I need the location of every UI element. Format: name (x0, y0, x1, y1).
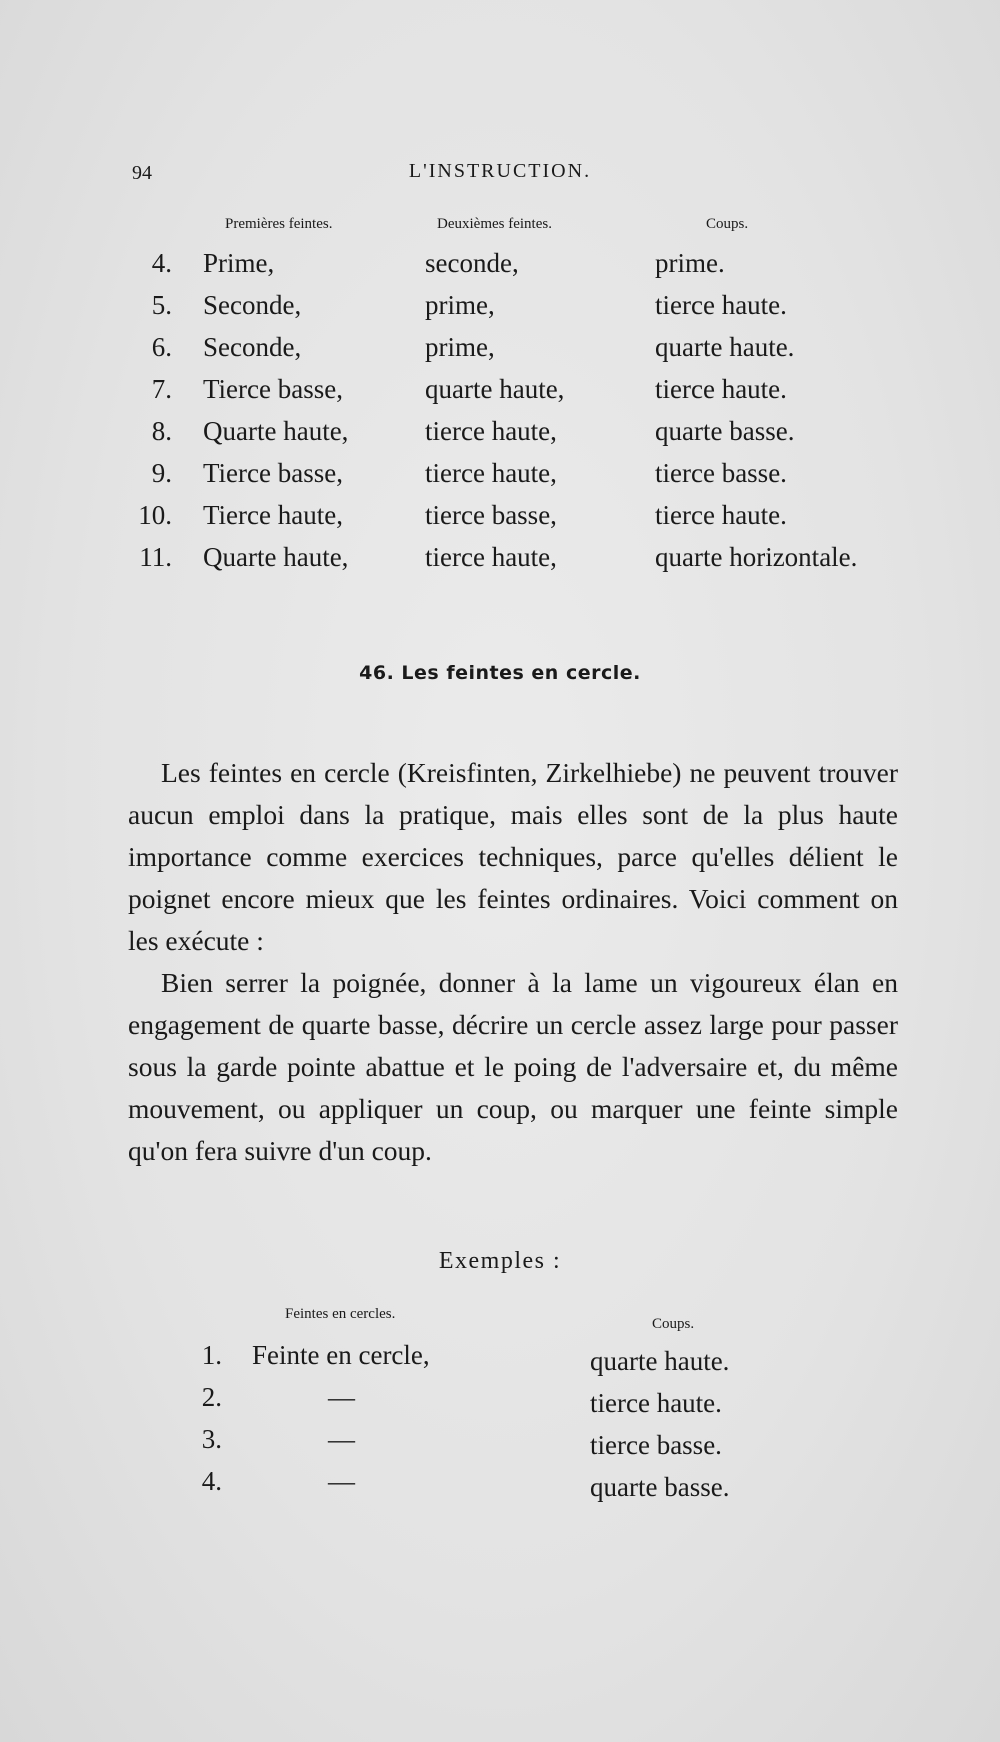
coup: tierce haute. (655, 500, 787, 530)
example-number: 3. (201, 1424, 222, 1454)
table-row (0, 458, 1000, 498)
example-row (0, 1424, 1000, 1464)
table-row (0, 500, 1000, 540)
row-number: 4. (151, 248, 172, 278)
example-coup: tierce basse. (590, 1430, 722, 1460)
examples-title: Exemples : (438, 1248, 562, 1274)
example-row (0, 1382, 1000, 1422)
coup: quarte basse. (655, 416, 795, 446)
first-feint: Quarte haute, (203, 416, 349, 446)
example-feint: — (328, 1466, 355, 1496)
examples-header-feintes: Feintes en cercles. (285, 1306, 396, 1322)
second-feint: prime, (425, 332, 495, 362)
coup: quarte haute. (655, 332, 795, 362)
second-feint: quarte haute, (425, 374, 565, 404)
row-number: 7. (151, 374, 172, 404)
running-title: L'INSTRUCTION. (408, 160, 592, 182)
example-coup: quarte basse. (590, 1472, 730, 1502)
first-feint: Quarte haute, (203, 542, 349, 572)
coup: quarte horizontale. (655, 542, 858, 572)
example-number: 1. (201, 1340, 222, 1370)
table-header-second-feints: Deuxièmes feintes. (437, 216, 552, 232)
table-row (0, 290, 1000, 330)
example-number: 4. (201, 1466, 222, 1496)
row-number: 6. (151, 332, 172, 362)
example-feint: Feinte en cercle, (252, 1340, 430, 1370)
row-number: 10. (138, 500, 172, 530)
table-row (0, 248, 1000, 288)
section-title: 46. Les feintes en cercle. (359, 662, 641, 684)
example-feint: — (328, 1382, 355, 1412)
first-feint: Seconde, (203, 332, 302, 362)
example-coup: tierce haute. (590, 1388, 722, 1418)
coup: tierce haute. (655, 290, 787, 320)
second-feint: tierce haute, (425, 416, 557, 446)
first-feint: Tierce basse, (203, 458, 343, 488)
first-feint: Tierce basse, (203, 374, 343, 404)
example-row (0, 1466, 1000, 1506)
row-number: 5. (151, 290, 172, 320)
coup: prime. (655, 248, 725, 278)
second-feint: seconde, (425, 248, 519, 278)
second-feint: tierce basse, (425, 500, 557, 530)
example-feint: — (328, 1424, 355, 1454)
table-row (0, 542, 1000, 582)
paragraph: Bien serrer la poignée, donner à la lame un vigoureux élan en engagement de quarte basse, décrire un cercle assez large pour passer sous la garde pointe abattue et le poing de l'adversaire et, du même mouvement, ou appliquer un coup, ou marquer une feinte simple qu'on fera suivre d'un coup. (128, 967, 898, 1166)
table-header-first-feints: Premières feintes. (225, 216, 333, 232)
first-feint: Prime, (203, 248, 275, 278)
second-feint: tierce haute, (425, 458, 557, 488)
first-feint: Tierce haute, (203, 500, 343, 530)
row-number: 8. (151, 416, 172, 446)
second-feint: tierce haute, (425, 542, 557, 572)
example-coup: quarte haute. (590, 1346, 730, 1376)
second-feint: prime, (425, 290, 495, 320)
coup: tierce basse. (655, 458, 787, 488)
row-number: 9. (151, 458, 172, 488)
page-number: 94 (132, 162, 152, 184)
table-row (0, 332, 1000, 372)
examples-header-coups: Coups. (652, 1316, 695, 1332)
table-row (0, 416, 1000, 456)
coup: tierce haute. (655, 374, 787, 404)
row-number: 11. (139, 542, 172, 572)
paragraph: Les feintes en cercle (Kreisfinten, Zirkelhiebe) ne peuvent trouver aucun emploi dans la pratique, mais elles sont de la plus haute importance comme exercices techniques, parce qu'elles délient le poignet encore mieux que les feintes ordinaires. Voici comment on les exécute : (128, 757, 898, 956)
first-feint: Seconde, (203, 290, 302, 320)
example-number: 2. (201, 1382, 222, 1412)
table-header-coups: Coups. (706, 216, 749, 232)
table-row (0, 374, 1000, 414)
example-row (0, 1340, 1000, 1380)
